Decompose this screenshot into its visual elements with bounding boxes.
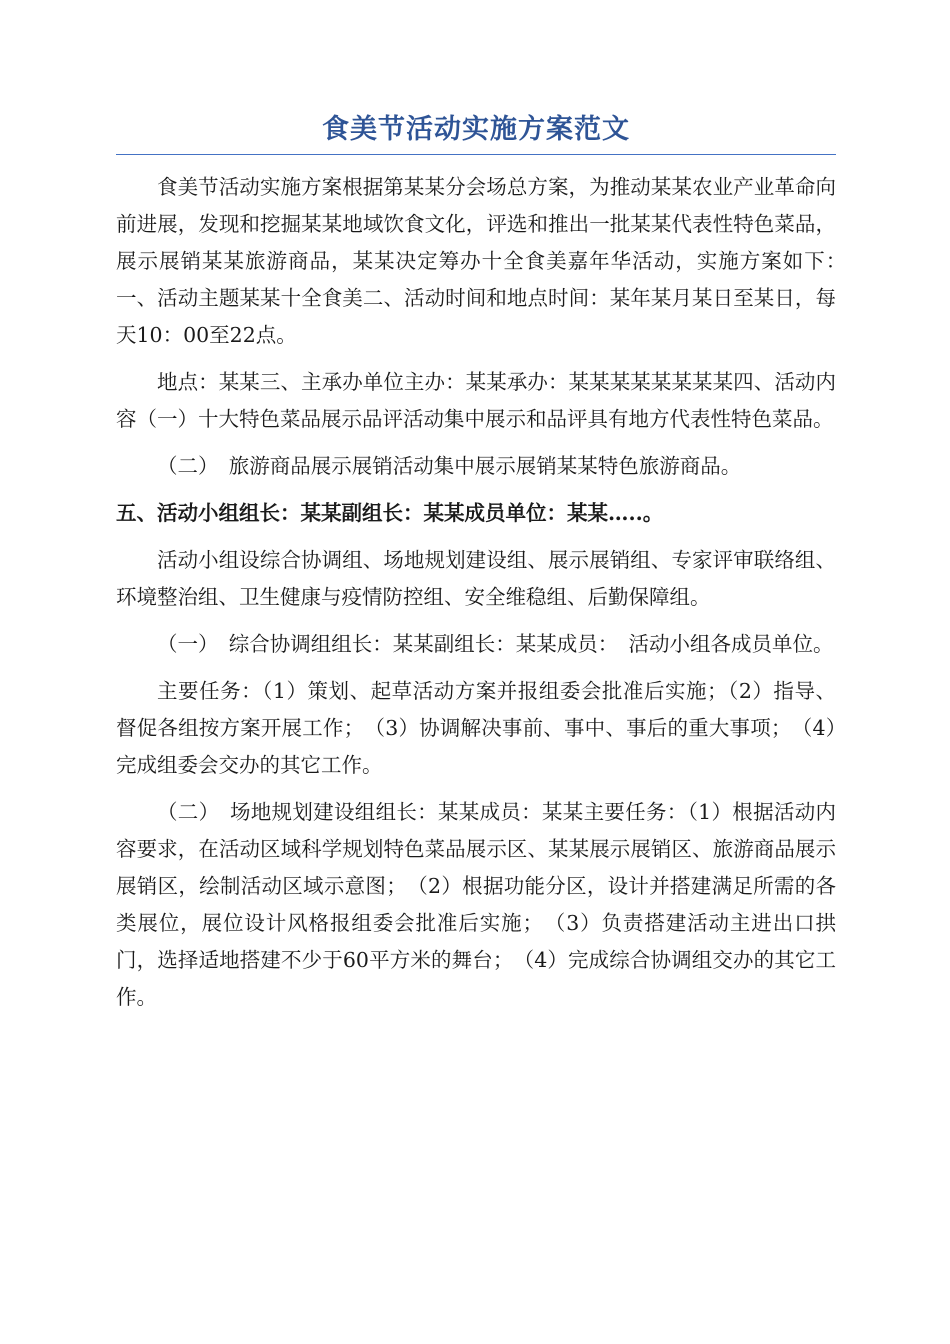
section-heading-team: 五、活动小组组长：某某副组长：某某成员单位：某某…..。 — [116, 501, 664, 525]
paragraph-main-tasks: 主要任务：（1）策划、起草活动方案并报组委会批准后实施；（2）指导、督促各组按方案开展工作； （3）协调解决事前、事中、事后的重大事项； （4）完成组委会交办的其它工作。 — [116, 679, 836, 777]
document-title: 食美节活动实施方案范文 — [116, 108, 836, 155]
paragraph-site-planning-group: （二） 场地规划建设组组长：某某成员：某某主要任务：（1）根据活动内容要求，在活动区域科学规划特色菜品展示区、某某展示展销区、旅游商品展示展销区，绘制活动区域示意图； （2）根据功能分区，设计并搭建满足所需的各类展位，展位设计风格报组委会批准后实施； （3）负责搭建活动主进出口拱门，选择适地搭建不少于60平方米的舞台； （4）完成综合协调组交办的其它工作。 — [116, 800, 836, 1009]
paragraph-intro: 食美节活动实施方案根据第某某分会场总方案，为推动某某农业产业革命向前进展，发现和挖掘某某地域饮食文化，评选和推出一批某某代表性特色菜品，展示展销某某旅游商品，某某决定筹办十全食美嘉年华活动，实施方案如下： 一、活动主题某某十全食美二、活动时间和地点时间：某年某月某日至某日，每天10：00至22点。 — [116, 175, 864, 347]
paragraph-tourism-goods: （二） 旅游商品展示展销活动集中展示展销某某特色旅游商品。 — [157, 454, 742, 478]
paragraph-location: 地点：某某三、主承办单位主办：某某承办：某某某某某某某某四、活动内容（一）十大特色菜品展示品评活动集中展示和品评具有地方代表性特色菜品。 — [116, 370, 836, 431]
document-page — [116, 108, 864, 1016]
paragraph-coordination-group: （一） 综合协调组组长：某某副组长：某某成员： 活动小组各成员单位。 — [157, 632, 834, 656]
paragraph-team-groups: 活动小组设综合协调组、场地规划建设组、展示展销组、专家评审联络组、环境整治组、卫生健康与疫情防控组、安全维稳组、后勤保障组。 — [116, 548, 836, 609]
